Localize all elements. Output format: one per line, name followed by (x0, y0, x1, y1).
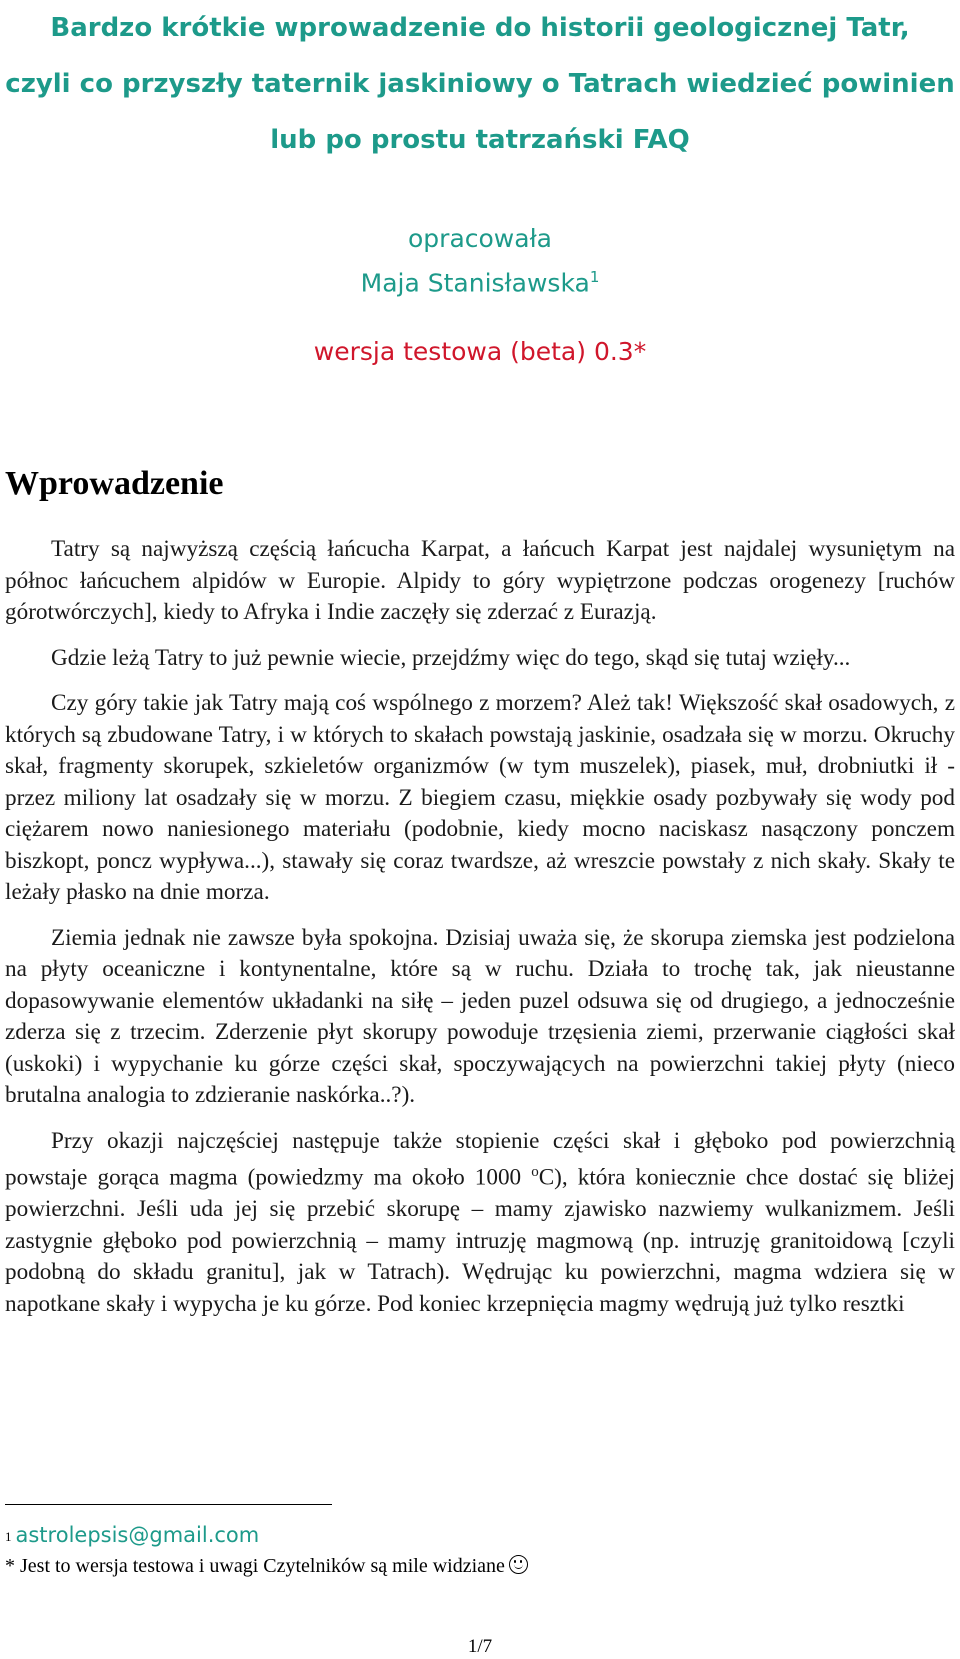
footnote-1-mark: 1 (5, 1529, 12, 1544)
smiley-icon (509, 1555, 528, 1574)
page-number: 1/7 (467, 1636, 493, 1657)
body-text (5, 534, 955, 1334)
author-name: Maja Stanisławska (360, 268, 590, 298)
paragraph-3: Czy góry takie jak Tatry mają coś wspólnego z morzem? Ależ tak! Większość skał osadowych, z których są zbudowane Tatry, i w których to skałach powstają jaskinie, osadzała się w morzu. Okruchy skał, fragmenty skorupek, szkieletów organizmów (w tym muszelek), piasek, muł, drobniutki ił - przez miliony lat osadzały się w morzu. Z biegiem czasu, miękkie osady pozbywały się wody pod ciężarem nowo naniesionego materiału (podobnie, kiedy mocno naciskasz nasączony ponczem biszkopt, poncz wypływa...), stawały się coraz twardsze, aż wreszcie powstały z nich skały. Skały te leżały płasko na dnie morza. (5, 690, 955, 905)
section-heading: Wprowadzenie (5, 465, 224, 502)
document-title (0, 0, 960, 168)
author-name-line (0, 258, 960, 302)
footnote-2 (5, 1551, 955, 1581)
paragraph-5 (5, 1126, 955, 1321)
footnote-1 (5, 1520, 955, 1551)
paragraph-4: Ziemia jednak nie zawsze była spokojna. Dzisiaj uważa się, że skorupa ziemska jest podzielona na płyty oceaniczne i kontynentalne, które są w ruchu. Działa to trochę tak, jak nieustanne dopasowywanie elementów układanki na siłę – jeden puzel odsuwa się od drugiego, a jednocześnie zderza się z trzecim. Zderzenie płyt skorupy powoduje trzęsienia ziemi, przerwanie ciągłości skał (uskoki) i wypychanie ku górze części skał, spoczywających na powierzchni takiej płyty (nieco brutalna analogia to zdzieranie naskórka..?). (5, 924, 955, 1108)
title-line-2: czyli co przyszły taternik jaskiniowy o Tatrach wiedzieć powinien (5, 69, 955, 99)
degree-superscript: o (531, 1164, 539, 1180)
paragraph-5-part-1: Przy okazji najczęściej następuje także stopienie części skał i głęboko pod powierzchnią powstaje gorąca magma (powiedzmy ma około 1000 (5, 1127, 955, 1191)
title-line-3: lub po prostu tatrzański FAQ (270, 125, 690, 155)
paragraph-1: Tatry są najwyższą częścią łańcucha Karpat, a łańcuch Karpat jest najdalej wysuniętym na północ łańcuchem alpidów w Europie. Alpidy to góry wypiętrzone podczas orogenezy [ruchów górotwórczych], kiedy to Afryka i Indie zaczęły się zderzać z Eurazją. (5, 536, 955, 625)
paragraph-5-part-2: C), która koniecznie chce dostać się bliżej powierzchni. Jeśli uda jej się przebić skorupę – mamy zjawisko nazwiemy wulkanizmem. Jeśli zastygnie głęboko pod powierzchnią – mamy intruzję magmową (np. intruzję granitoidową [czyli podobną do składu granitu], jak w Tatrach). Wędrując ku powierzchni, magma wdziera się w napotkane skały i wypycha je ku górze. Pod koniec krzepnięcia magmy wędrują już tylko resztki (5, 1164, 955, 1317)
paragraph-2: Gdzie leżą Tatry to już pewnie wiecie, przejdźmy więc do tego, skąd się tutaj wzięły... (51, 644, 851, 671)
author-email-link[interactable]: astrolepsis@gmail.com (15, 1523, 260, 1547)
author-label: opracowała (408, 224, 552, 253)
title-line-1: Bardzo krótkie wprowadzenie do historii geologicznej Tatr, (50, 13, 910, 43)
footnote-divider (5, 1504, 332, 1505)
footnote-2-text: * Jest to wersja testowa i uwagi Czytelników są mile widziane (5, 1555, 505, 1577)
author-footnote-mark: 1 (589, 268, 600, 286)
version-label: wersja testowa (beta) 0.3* (313, 337, 647, 366)
author-block (0, 220, 960, 302)
footnotes (5, 1520, 955, 1581)
